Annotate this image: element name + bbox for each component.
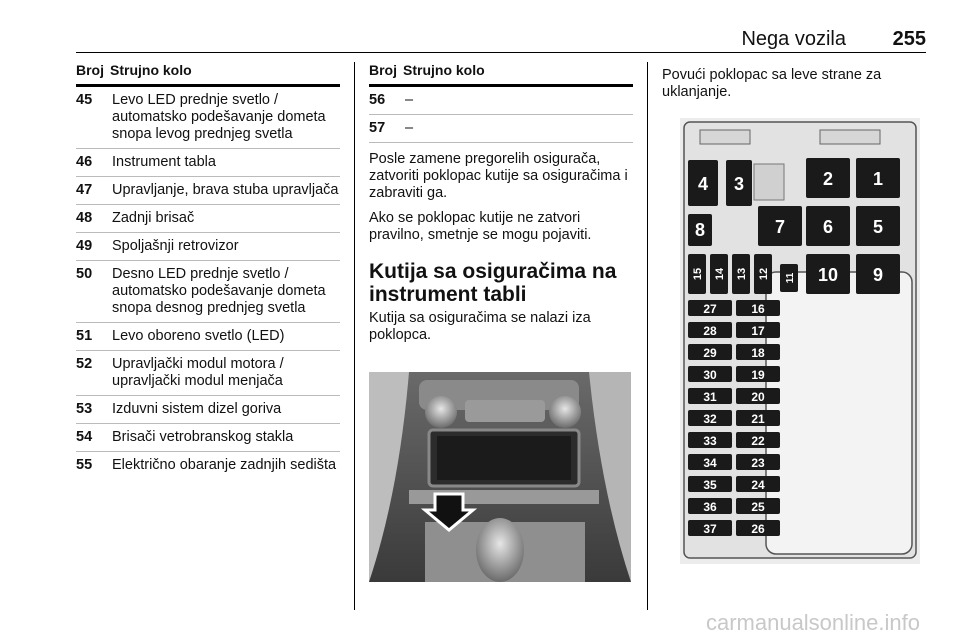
circuit-text: Upravljanje, brava stuba upravljača [112,182,339,198]
fuse-label: 7 [774,217,786,237]
fuse-label: 12 [758,267,770,281]
table-header [76,62,340,87]
page-number: 255 [892,28,926,50]
circuit-text: Instrument tabla [112,154,216,170]
fuse-label: 1 [872,169,884,189]
table-row [369,87,633,115]
fuse-label: 26 [751,522,765,536]
fuse-label: 25 [751,500,765,514]
fuse-label: 36 [703,500,717,514]
header-num: Broj [76,62,104,78]
circuit-text: – [405,92,414,108]
fuse-label: 15 [692,267,704,281]
dashboard-illustration [369,372,631,582]
fuse-label: 37 [703,522,717,536]
column-divider [354,62,355,610]
circuit-text: Izduvni sistem dizel goriva [112,401,282,417]
fuse-label: 18 [751,346,765,360]
fuse-label: 32 [703,412,717,426]
fuse-number: 53 [76,401,93,417]
fuse-label: 23 [751,456,765,470]
fuse-label: 29 [703,346,717,360]
fuse-number: 49 [76,238,93,254]
table-row [76,452,340,479]
fuse-label: 21 [751,412,765,426]
table-row [76,87,340,149]
dashboard-photo [369,372,631,582]
fuse-label: 17 [751,324,765,338]
circuit-text: – [405,120,414,136]
circuit-text: Spoljašnji retrovizor [112,238,239,254]
circuit-text: Električno obaranje zadnjih sedišta [112,457,337,473]
fuse-number: 57 [369,120,386,136]
table-row [76,233,340,261]
header-num: Broj [369,62,397,78]
paragraph-location: Kutija sa osiguračima se nalazi iza poklopca. [369,310,591,343]
watermark: carmanualsonline.info [705,610,920,635]
fuse-label: 9 [872,265,884,285]
fuse-label: 5 [872,217,884,237]
fuse-label: 30 [703,368,717,382]
fuse-label: 16 [751,302,765,316]
table-row [76,149,340,177]
fuse-box-svg [680,118,920,564]
section-title: Nega vozila [741,28,846,50]
fuse-label: 2 [822,169,834,189]
table-row [76,323,340,351]
fuse-label: 34 [703,456,717,470]
fuse-number: 56 [369,92,386,108]
table-row [76,396,340,424]
fuse-label: 3 [733,174,745,194]
fuse-number: 54 [76,429,93,445]
fuse-number: 48 [76,210,93,226]
fuse-number: 52 [76,356,93,372]
column-divider [647,62,648,610]
circuit-text: Brisači vetrobranskog stakla [112,429,294,445]
header-circuit: Strujno kolo [403,62,485,78]
paragraph-remove-cover: Povući poklopac sa leve strane za uklanjanje. [662,67,882,100]
paragraph-warning: Ako se poklopac kutije ne zatvori pravilno, smetnje se mogu pojaviti. [369,210,592,243]
fuse-label: 4 [697,174,709,194]
fuse-number: 55 [76,457,93,473]
fuse-label: 8 [694,220,706,240]
fuse-label: 14 [714,267,726,281]
fuse-label: 19 [751,368,765,382]
fuse-label: 10 [817,265,839,285]
fuse-label: 27 [703,302,717,316]
fuse-label: 28 [703,324,717,338]
header-rule [76,52,926,53]
circuit-text: Desno LED prednje svetlo / automatsko podešavanje dometa snopa desnog prednjeg svetla [112,266,326,316]
fuse-box-diagram [680,118,920,564]
circuit-text: Levo LED prednje svetlo / automatsko podešavanje dometa snopa levog prednjeg svetla [112,92,326,142]
fuse-label: 20 [751,390,765,404]
fuse-number: 47 [76,182,93,198]
table-row [76,424,340,452]
paragraph-after-replace: Posle zamene pregorelih osigurača, zatvoriti poklopac kutije sa osiguračima i zabraviti ga. [369,151,628,201]
fuse-table-left [76,62,340,479]
fuse-label: 33 [703,434,717,448]
circuit-text: Zadnji brisač [112,210,195,226]
fuse-label: 6 [822,217,834,237]
table-row [76,261,340,323]
fuse-table-middle [369,62,633,344]
fuse-number: 51 [76,328,93,344]
circuit-text: Levo oboreno svetlo (LED) [112,328,285,344]
table-row [76,177,340,205]
fuse-label: 13 [736,267,748,281]
fuse-number: 46 [76,154,93,170]
fuse-label: 24 [751,478,765,492]
table-row [76,351,340,396]
fuse-label: 31 [703,390,717,404]
fuse-number: 45 [76,92,93,108]
table-header [369,62,633,87]
fuse-label: 35 [703,478,717,492]
fuse-number: 50 [76,266,93,282]
table-row [369,115,633,143]
table-row [76,205,340,233]
fuse-label: 11 [785,272,796,284]
header-circuit: Strujno kolo [110,62,192,78]
fuse-label: 22 [751,434,765,448]
section-heading: Kutija sa osiguračima na instrument tabli [369,260,617,306]
circuit-text: Upravljački modul motora / upravljački modul menjača [112,356,284,389]
cover-instructions [662,62,926,101]
page-header [76,28,926,52]
